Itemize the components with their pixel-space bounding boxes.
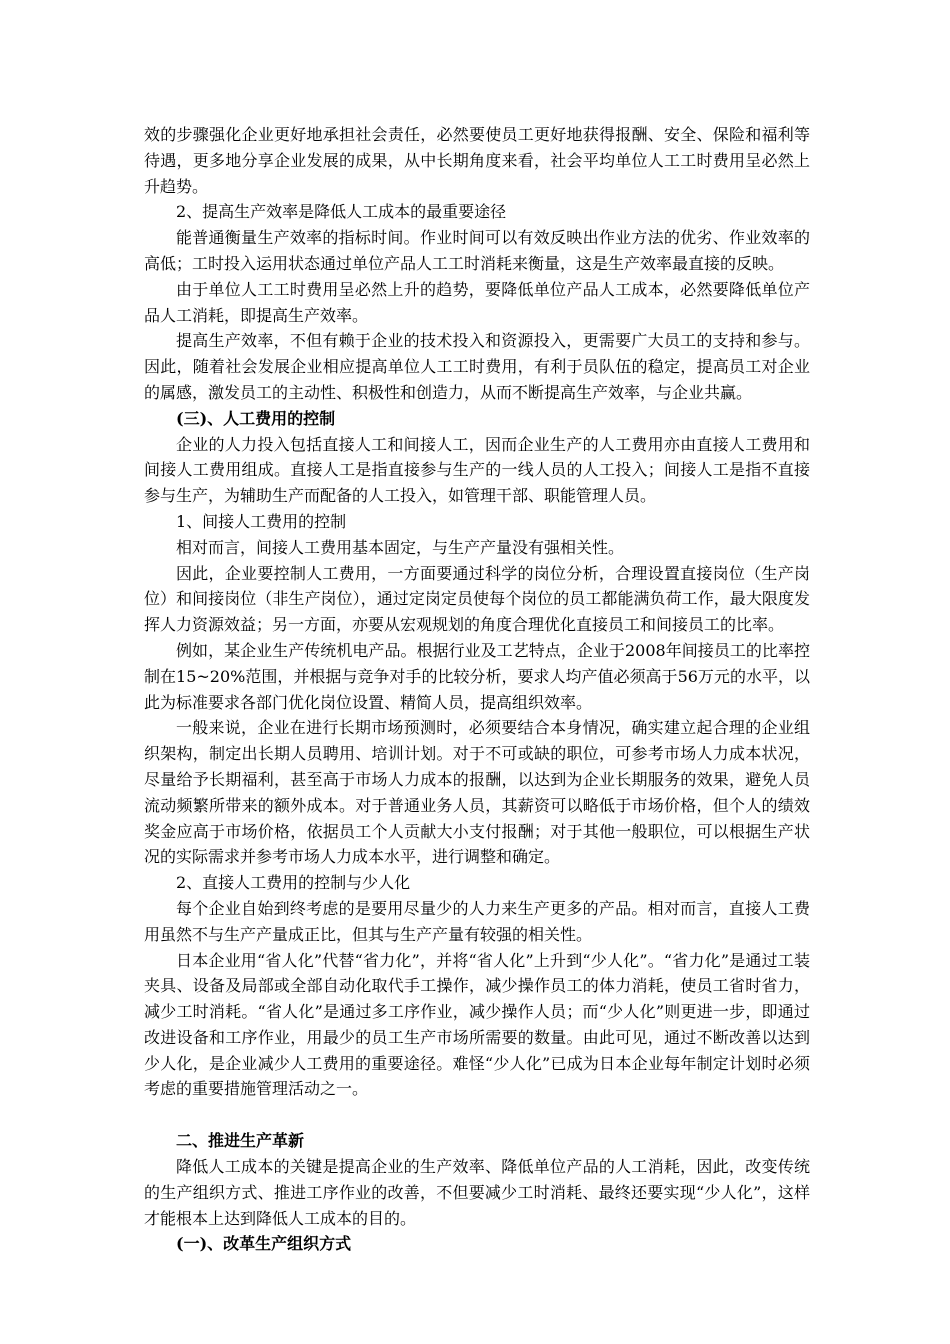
section-heading: (三)、人工费用的控制 — [176, 408, 336, 428]
paragraph: 每个企业自始到终考虑的是要用尽量少的人力来生产更多的产品。相对而言，直接人工费用虽然不与生产产量成正比，但其与生产产量有较强的相关性。 — [144, 898, 810, 944]
section-heading: (一)、改革生产组织方式 — [176, 1234, 352, 1254]
paragraph: 能普通衡量生产效率的指标时间。作业时间可以有效反映出作业方法的优劣、作业效率的高低；工时投入运用状态通过单位产品人工工时消耗来衡量，这是生产效率最直接的反映。 — [144, 228, 810, 273]
paragraph: 提高生产效率，不但有赖于企业的技术投入和资源投入，更需要广大员工的支持和参与。因此，随着社会发展企业相应提高单位人工工时费用，有利于员队伍的稳定，提高员工对企业的属感，激发员工的主动性、积极性和创造力，从而不断提高生产效率，与企业共赢。 — [144, 331, 810, 402]
paragraph: 一般来说，企业在进行长期市场预测时，必须要结合本身情况，确实建立起合理的企业组织架构，制定出长期人员聘用、培训计划。对于不可或缺的职位，可参考市场人力成本状况，尽量给予长期福利，甚至高于市场人力成本的报酬，以达到为企业长期服务的效果，避免人员流动频繁所带来的额外成本。对于普通业务人员，其薪资可以略低于市场价格，但个人的绩效奖金应高于市场价格，依据员工个人贡献大小支付报酬；对于其他一般职位，可以根据生产状况的实际需求并参考市场人力成本水平，进行调整和确定。 — [144, 718, 810, 867]
subheading: 1、间接人工费用的控制 — [176, 511, 347, 531]
paragraph: 因此，企业要控制人工费用，一方面要通过科学的岗位分析，合理设置直接岗位（生产岗位）和间接岗位（非生产岗位），通过定岗定员使每个岗位的员工都能满负荷工作，最大限度发挥人力资源效益；另一方面，亦要从宏观规划的角度合理优化直接员工和间接员工的比率。 — [144, 563, 810, 635]
subheading: 2、直接人工费用的控制与少人化 — [176, 873, 411, 893]
chapter-heading: 二、推进生产革新 — [176, 1131, 305, 1151]
paragraph: 降低人工成本的关键是提高企业的生产效率、降低单位产品的人工消耗，因此，改变传统的生产组织方式、推进工序作业的改善，不但要减少工时消耗、最终还要实现“少人化”，这样才能根本上达到降低人工成本的目的。 — [144, 1157, 810, 1228]
document-body — [144, 122, 810, 1257]
paragraph: 相对而言，间接人工费用基本固定，与生产产量没有强相关性。 — [176, 537, 625, 557]
blank-line — [144, 1102, 810, 1128]
paragraph: 例如，某企业生产传统机电产品。根据行业及工艺特点，企业于2008年间接员工的比率控制在15~20%范围，并根据与竞争对手的比较分析，要求人均产值必须高于56万元的水平，以此为标准要求各部门优化岗位设置、精简人员，提高组织效率。 — [144, 640, 810, 712]
paragraph: 由于单位人工工时费用呈必然上升的趋势，要降低单位产品人工成本，必然要降低单位产品人工消耗，即提高生产效率。 — [144, 279, 810, 325]
paragraph: 效的步骤强化企业更好地承担社会责任，必然要使员工更好地获得报酬、安全、保险和福利等待遇，更多地分享企业发展的成果，从中长期角度来看，社会平均单位人工工时费用呈必然上升趋势。 — [144, 125, 810, 196]
subheading: 2、提高生产效率是降低人工成本的最重要途径 — [176, 202, 507, 222]
paragraph: 企业的人力投入包括直接人工和间接人工，因而企业生产的人工费用亦由直接人工费用和间接人工费用组成。直接人工是指直接参与生产的一线人员的人工投入；间接人工是指不直接参与生产，为辅助生产而配备的人工投入，如管理干部、职能管理人员。 — [144, 434, 810, 506]
paragraph: 日本企业用“省人化”代替“省力化”，并将“省人化”上升到“少人化”。“省力化”是通过工装夹具、设备及局部或全部自动化取代手工操作，减少操作员工的体力消耗，使员工省时省力，减少工时消耗。“省人化”是通过多工序作业，减少操作人员；而“少人化”则更进一步，即通过改进设备和工序作业，用最少的员工生产市场所需要的数量。由此可见，通过不断改善以达到少人化，是企业减少人工费用的重要途径。难怪“少人化”已成为日本企业每年制定计划时必须考虑的重要措施管理活动之一。 — [144, 950, 810, 1099]
